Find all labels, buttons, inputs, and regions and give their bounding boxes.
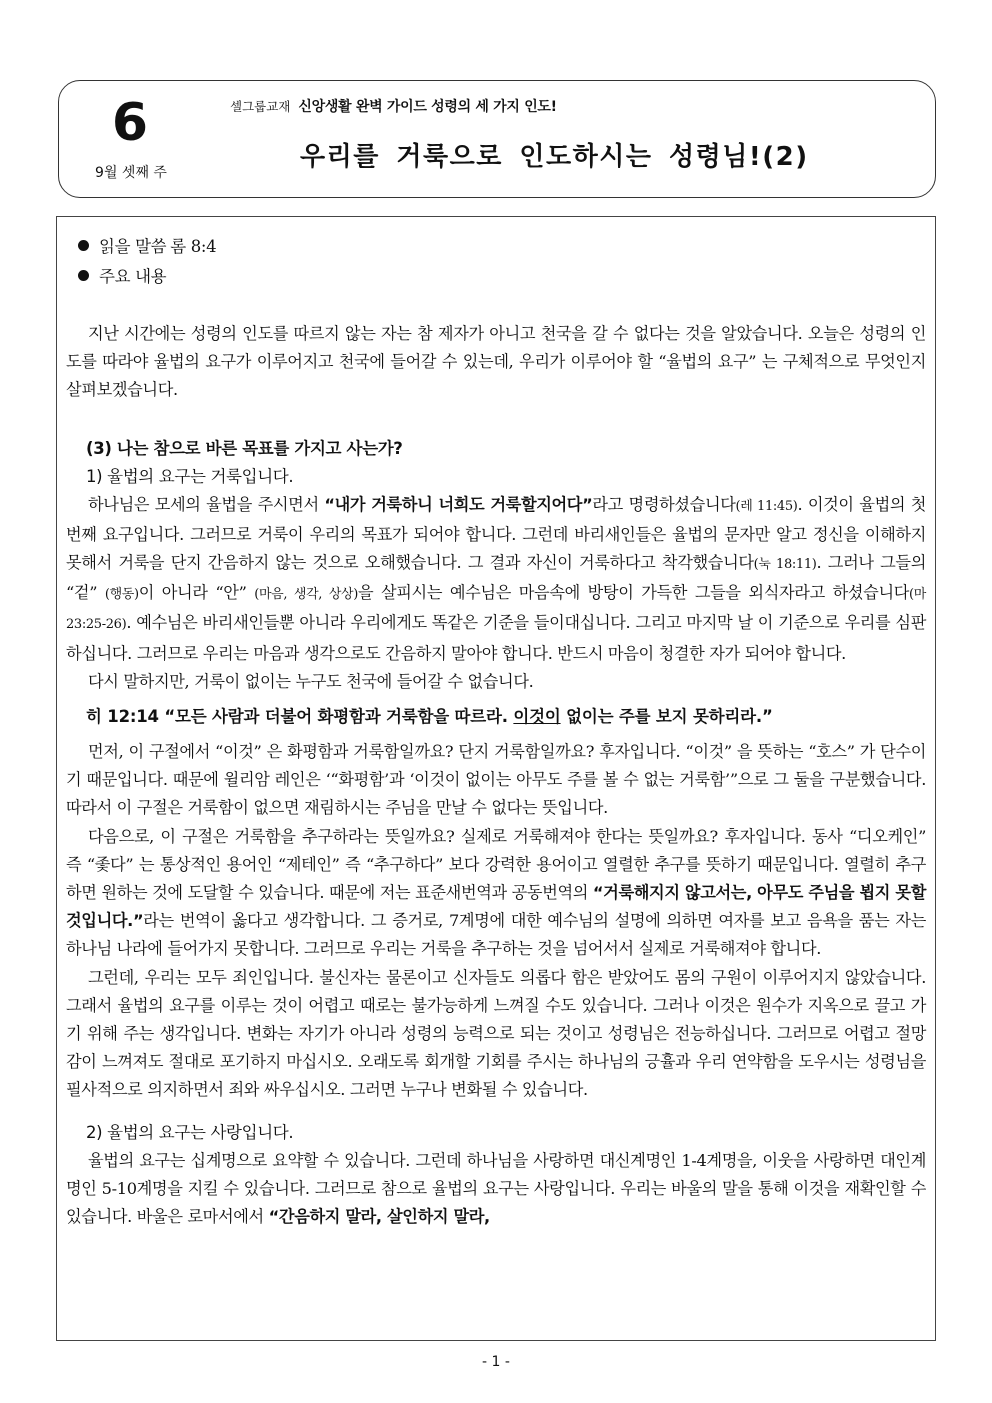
verse-text: 없이는 주를 보지 못하리라.”	[560, 707, 773, 727]
bold-quote: “내가 거룩하니 너희도 거룩할지어다”	[324, 494, 593, 514]
text-run: 을 살피시는 예수님은 마음속에 방탕이 가득한 그들을 외식자라고 하셨습니다	[357, 583, 910, 603]
bullet-dot-icon	[78, 240, 89, 251]
scripture-ref: (레 11:45)	[735, 498, 798, 514]
series-line	[230, 96, 557, 116]
reading-bullet	[66, 232, 926, 262]
intro-paragraph: 지난 시간에는 성령의 인도를 따르지 않는 자는 참 제자가 아니고 천국을 갈 수 없다는 것을 알았습니다. 오늘은 성령의 인도를 따라야 율법의 요구가 이루어지고 천국에 들어갈 수 있는데, 우리가 이루어야 할 “율법의 요구” 는 구체적으로 무엇인지 살펴보겠습니다.	[66, 324, 926, 400]
text-run: 이 아니라 “안”	[138, 583, 255, 603]
section-question: (3) 나는 참으로 바른 목표를 가지고 사는가?	[86, 438, 403, 458]
main-bullet	[66, 262, 926, 292]
subheading-holiness: 1) 율법의 요구는 거룩입니다.	[86, 466, 294, 486]
scripture-ref: (마 23:25-26)	[66, 587, 926, 633]
reading-ref: 롬 8:4	[170, 237, 217, 256]
page-number: - 1 -	[482, 1354, 510, 1370]
week-label: 9월 셋째 주	[95, 165, 167, 181]
text-run: 라는 번역이 옳다고 생각합니다. 그 증거로, 7계명에 대한 예수님의 설명에 의하면 여자를 보고 음욕을 품는 자는 하나님 나라에 들어가지 못합니다. 그러므로 우리는 거룩을 추구하는 것을 넘어서서 실제로 거룩해져야 합니다.	[66, 911, 926, 959]
text-run: 하나님은 모세의 율법을 주시면서	[88, 494, 325, 514]
lesson-number: 6	[111, 93, 149, 153]
bold-quote: “간음하지 말라, 살인하지 말라,	[268, 1207, 490, 1227]
paragraph-holiness	[66, 491, 926, 668]
key-verse	[66, 702, 926, 732]
scripture-ref: (눅 18:11)	[753, 557, 817, 573]
series-prefix: 셀그룹교재	[230, 99, 291, 114]
subheading-love: 2) 율법의 요구는 사랑입니다.	[86, 1122, 294, 1142]
text-run: . 예수님은 바리새인들뿐 아니라 우리에게도 똑같은 기준을 들이대십니다. 그리고 마지막 날 이 기준으로 우리를 심판하십니다. 그러므로 우리는 마음과 생각으로도 간음하지 말아야 합니다. 반드시 마음이 청결한 자가 되어야 합니다.	[66, 613, 926, 663]
note: (마음, 생각, 상상)	[254, 587, 358, 603]
paragraph-sinners: 그런데, 우리는 모두 죄인입니다. 불신자는 물론이고 신자들도 의롭다 함은 받았어도 몸의 구원이 이루어지지 않았습니다. 그래서 율법의 요구를 이루는 것이 어렵고 때로는 불가능하게 느껴질 수도 있습니다. 그러나 이것은 원수가 지옥으로 끌고 가기 위해 주는 생각입니다. 변화는 자기가 아니라 성령의 능력으로 되는 것이고 성령님은 전능하십니다. 그러므로 어렵고 절망감이 느껴져도 절대로 포기하지 마십시오. 오래도록 회개할 기회를 주시는 하나님의 긍휼과 우리 연약함을 도우시는 성령님을 필사적으로 의지하면서 죄와 싸우십시오. 그러면 누구나 변화될 수 있습니다.	[66, 967, 926, 1100]
verse-underlined: 이것이	[513, 707, 561, 727]
verse-text: 히 12:14 “모든 사람과 더불어 화평함과 거룩함을 따르라.	[86, 707, 514, 727]
reading-label: 읽을 말씀	[99, 237, 167, 256]
paragraph-love	[66, 1147, 926, 1232]
text-run: 율법의 요구는 십계명으로 요약할 수 있습니다. 그런데 하나님을 사랑하면 대신계명인 1-4계명을, 이웃을 사랑하면 대인계명인 5-10계명을 지킬 수 있습니다. 그러므로 참으로 율법의 요구는 사랑입니다. 우리는 바울의 말을 통해 이것을 재확인할 수 있습니다. 바울은 로마서에서	[66, 1150, 926, 1227]
text-run: . 이것이 율법의 첫 번째 요구입니다. 그러므로 거룩이 우리의 목표가 되어야 합니다. 그런데 바리새인들은 율법의 문자만 알고 정신을 이해하지 못해서 거룩을 단지 간음하지 않는 것으로 오해했습니다. 그 결과 자신이 거룩하다고 착각했습니다	[66, 494, 927, 573]
paragraph-next	[66, 823, 926, 964]
content-body	[66, 232, 926, 1231]
text-run: 다음으로, 이 구절은 거룩함을 추구하라는 뜻일까요? 실제로 거룩해져야 한다는 뜻일까요? 후자입니다. 동사 “디오케인” 즉 “좇다” 는 통상적인 용어인 “제테인” 즉 “추구하다” 보다 강력한 용어이고 열렬한 추구를 뜻하기 때문입니다. 열렬히 추구하면 원하는 것에 도달할 수 있습니다. 때문에 저는 표준새번역과 공동번역의	[66, 826, 926, 903]
main-label: 주요 내용	[99, 267, 167, 286]
bullet-dot-icon	[78, 270, 89, 281]
text-run: 라고 명령하셨습니다	[592, 494, 736, 514]
series-name: 신앙생활 완벽 가이드 성령의 세 가지 인도!	[298, 99, 557, 115]
text-run: . 그러나 그들의 “겉”	[66, 553, 926, 603]
paragraph-first: 먼저, 이 구절에서 “이것” 은 화평함과 거룩함일까요? 단지 거룩함일까요? 후자입니다. “이것” 을 뜻하는 “호스” 가 단수이기 때문입니다. 때문에 윌리암 레인은 ‘“화평함’과 ‘이것이 없이는 아무도 주를 볼 수 없는 거룩함’”으로 그 둘을 구분했습니다. 따라서 이 구절은 거룩함이 없으면 재림하시는 주님을 만날 수 없다는 뜻입니다.	[66, 742, 926, 818]
lesson-title: 우리를 거룩으로 인도하시는 성령님!(2)	[300, 142, 809, 172]
bold-quote: “거룩해지지 않고서는, 아무도 주님을 뵙지 못할 것입니다.”	[66, 883, 926, 931]
note: (행동)	[104, 587, 139, 603]
paragraph-no-holiness: 다시 말하지만, 거룩이 없이는 누구도 천국에 들어갈 수 없습니다.	[88, 671, 534, 691]
